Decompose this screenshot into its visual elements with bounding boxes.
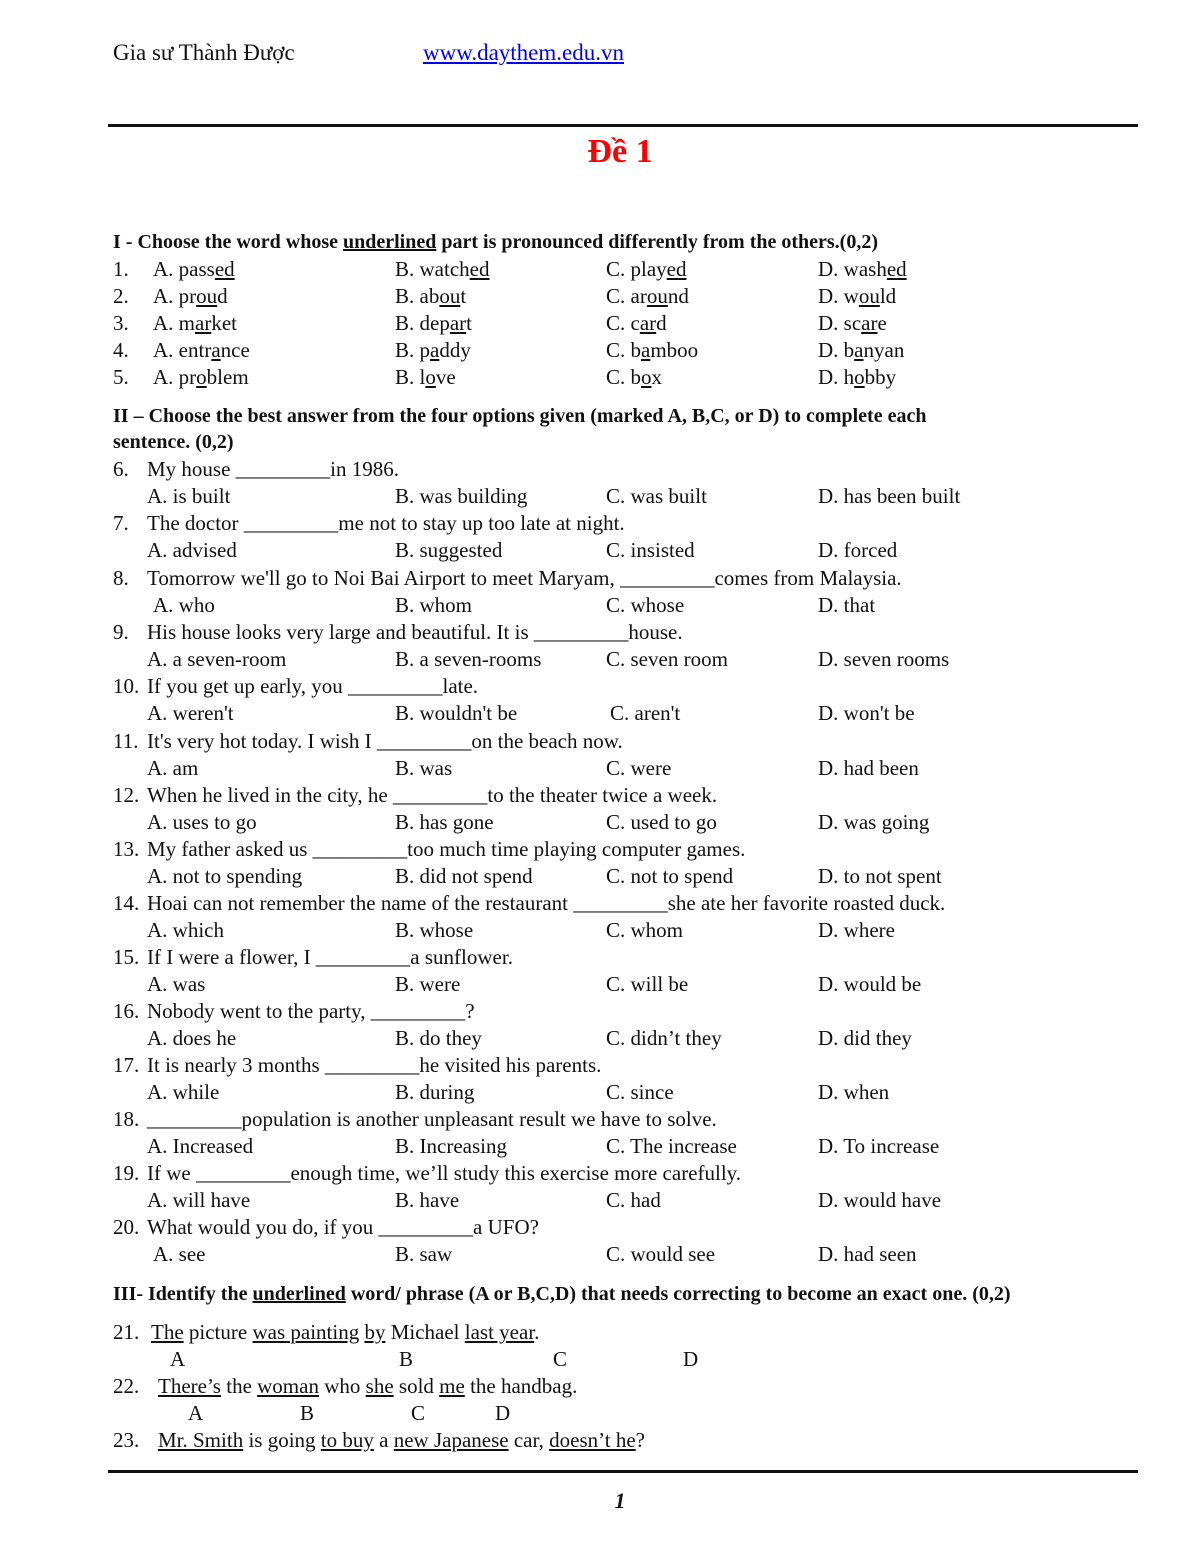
option-word-end: x [651,365,663,389]
option-a[interactable]: A. is built [147,484,231,508]
option-b[interactable]: B. suggested [395,538,503,562]
question-stem: If I were a flower, I _________a sunflower. [147,945,513,969]
header-brand: Gia sư Thành Được [113,40,295,65]
option-d[interactable]: D. To increase [818,1134,940,1158]
option-word-start: w [843,284,859,308]
option-b[interactable] [395,256,490,282]
option-letter: C. [606,365,631,389]
underlined-sound: a [430,338,440,362]
option-word-end: d [656,311,667,335]
question-number: 2. [113,284,129,308]
option-a[interactable]: A. a seven-room [147,647,287,671]
option-word-start: play [630,257,667,281]
question-number: 19. [113,1161,140,1185]
option-word-start: b [843,338,855,362]
option-b[interactable]: B. Increasing [395,1134,507,1158]
option-word-end: ve [435,365,456,389]
section-2-heading-cont [113,429,1133,455]
question-row [113,283,1133,309]
option-letter: B. [395,257,420,281]
option-letter: A. [153,365,179,389]
option-letter: A. [153,284,179,308]
option-a[interactable]: A. see [153,1242,206,1266]
sentence-text: sold [393,1374,440,1398]
option-a[interactable]: A. which [147,918,224,942]
option-letter: B. [395,338,420,362]
sentence-text: picture [183,1320,253,1344]
question-row [113,337,1133,363]
error-option-a[interactable]: A [170,1347,186,1371]
section-1-heading-text-end: part is pronounced differently from the others.(0,2) [436,231,878,253]
answer-options-row [113,1025,1133,1051]
option-c[interactable]: C. had [606,1188,661,1212]
option-d[interactable]: D. won't be [818,701,915,725]
answer-options-row [113,809,1133,835]
option-word-start: pr [178,365,197,389]
error-sentence-text [151,1319,539,1345]
answer-options-row [113,1187,1133,1213]
option-word-end: t [460,284,467,308]
option-letter: D. [818,284,844,308]
question-number: 16. [113,999,140,1023]
option-d[interactable]: D. would have [818,1188,942,1212]
option-d[interactable]: D. had been [818,756,919,780]
underlined-phrase[interactable]: was painting [252,1320,360,1344]
sentence-text: . [534,1320,540,1344]
error-option-letters [113,1400,813,1426]
question-number: 4. [113,338,129,362]
option-letter: B. [395,284,420,308]
option-c[interactable]: C. aren't [610,701,681,725]
underlined-phrase[interactable]: Mr. Smith [158,1428,244,1452]
question-row [113,310,1133,336]
question-stem: When he lived in the city, he _________to the theater twice a week. [147,783,718,807]
question-stem: Tomorrow we'll go to Noi Bai Airport to meet Maryam, _________comes from Malaysia. [147,566,902,590]
option-c[interactable]: C. would see [606,1242,716,1266]
question-number: 14. [113,891,140,915]
option-word-end: ket [211,311,237,335]
option-a[interactable] [153,283,228,309]
option-letter: D. [818,365,844,389]
section-3-heading-underlined: underlined [252,1283,346,1305]
question-number: 12. [113,783,140,807]
option-word-end: ddy [439,338,471,362]
option-a[interactable]: A. does he [147,1026,237,1050]
question-stem: Hoai can not remember the name of the restaurant _________she ate her favorite roasted duck. [147,891,946,915]
underlined-sound: ou [646,284,668,308]
underlined-sound: o [425,365,436,389]
section-2-heading-line1: II – Choose the best answer from the four options given (marked A, B,C, or D) to complete each [113,405,927,427]
question-stem: If we _________enough time, we’ll study this exercise more carefully. [147,1161,742,1185]
sentence-text: a [373,1428,394,1452]
question-row [113,256,1133,282]
footer-divider [108,1470,1138,1473]
option-a[interactable] [153,256,235,282]
sentence-text: the [220,1374,258,1398]
underlined-sound: a [211,338,221,362]
option-d[interactable] [818,256,907,282]
option-word-start: b [630,338,642,362]
option-word-end: ld [879,284,897,308]
answer-options-row [113,971,1133,997]
option-b[interactable]: B. was [395,756,453,780]
option-b[interactable]: B. was building [395,484,528,508]
option-b[interactable] [395,364,456,390]
answer-options-row [113,863,1133,889]
option-letter: B. [395,365,420,389]
option-d[interactable]: D. forced [818,538,898,562]
option-letter: B. [395,311,420,335]
option-word-start: m [178,311,196,335]
page-header [113,40,1137,72]
underlined-sound: ed [886,257,907,281]
sentence-text: the handbag. [464,1374,578,1398]
option-b[interactable]: B. were [395,972,461,996]
question-number: 6. [113,457,129,481]
option-b[interactable]: B. whom [395,593,473,617]
section-1-heading [113,229,1133,255]
underlined-sound: ed [666,257,687,281]
underlined-sound: ou [858,284,880,308]
option-a[interactable]: A. weren't [147,701,234,725]
option-b[interactable]: B. has gone [395,810,494,834]
option-a[interactable]: A. am [147,756,199,780]
underlined-sound: ar [195,311,212,335]
underlined-sound: ed [469,257,490,281]
option-c[interactable]: C. was built [606,484,707,508]
option-b[interactable]: B. have [395,1188,460,1212]
question-number: 1. [113,257,129,281]
header-divider [108,124,1138,127]
option-b[interactable]: B. wouldn't be [395,701,518,725]
option-c[interactable]: C. The increase [606,1134,737,1158]
answer-options-row [113,483,1133,509]
underlined-sound: ou [196,284,218,308]
sentence-text: Michael [385,1320,465,1344]
option-word-start: l [419,365,426,389]
option-letter: A. [153,338,179,362]
option-c[interactable] [606,310,667,336]
error-option-a[interactable]: A [188,1401,204,1425]
underlined-sound: o [196,365,207,389]
option-word-start: b [630,365,642,389]
option-d[interactable] [818,283,896,309]
error-option-b[interactable]: B [300,1401,315,1425]
error-option-b[interactable]: B [399,1347,414,1371]
answer-options-row [113,1241,1133,1267]
option-word-end: nce [220,338,250,362]
option-word-start: h [843,365,855,389]
question-number: 3. [113,311,129,335]
section-2-heading [113,403,1133,429]
section-2-heading-line2: sentence. (0,2) [113,431,234,453]
option-letter: A. [153,311,179,335]
question-number: 22. [113,1374,140,1398]
question-number: 20. [113,1215,140,1239]
option-word-start: entr [178,338,212,362]
underlined-phrase[interactable]: by [364,1320,386,1344]
option-c[interactable]: C. were [606,756,672,780]
question-stem: Nobody went to the party, _________? [147,999,475,1023]
error-option-c[interactable]: C [411,1401,426,1425]
question-number: 18. [113,1107,140,1131]
option-b[interactable] [395,337,471,363]
option-a[interactable]: A. not to spending [147,864,303,888]
answer-options-row [113,592,1133,618]
question-stem: It's very hot today. I wish I _________on the beach now. [147,729,623,753]
section-1-heading-text: I - Choose the word whose [113,231,343,253]
error-option-d[interactable]: D [683,1347,699,1371]
option-d[interactable]: D. would be [818,972,922,996]
option-b[interactable] [395,283,466,309]
option-word-start: watch [419,257,470,281]
option-c[interactable]: C. insisted [606,538,695,562]
question-number: 5. [113,365,129,389]
option-word-end: e [877,311,887,335]
question-number: 15. [113,945,140,969]
option-d[interactable]: D. was going [818,810,930,834]
section-3-heading-text-end: word/ phrase (A or B,C,D) that needs correcting to become an exact one. (0,2) [345,1283,1011,1305]
option-letter: A. [153,257,179,281]
option-letter: D. [818,311,844,335]
option-d[interactable]: D. had seen [818,1242,917,1266]
option-b[interactable] [395,310,472,336]
question-number: 11. [113,729,139,753]
sentence-text: car, [508,1428,550,1452]
underlined-sound: a [854,338,864,362]
question-stem: What would you do, if you _________a UFO? [147,1215,539,1239]
option-letter: D. [818,257,844,281]
question-number: 7. [113,511,129,535]
error-option-letters [113,1346,813,1372]
answer-options-row [113,917,1133,943]
section-3-heading [113,1281,1133,1307]
underlined-sound: ar [639,311,657,335]
option-c[interactable]: C. used to go [606,810,717,834]
option-word-end: t [466,311,473,335]
option-word-end: blem [206,365,249,389]
underlined-phrase[interactable]: The [151,1320,184,1344]
underlined-phrase[interactable]: There’s [158,1374,221,1398]
underlined-sound: ar [449,311,467,335]
option-a[interactable]: A. uses to go [147,810,257,834]
option-b[interactable]: B. did not spend [395,864,533,888]
option-d[interactable] [818,310,887,336]
underlined-phrase[interactable]: she [365,1374,394,1398]
option-c[interactable] [606,337,698,363]
option-a[interactable]: A. Increased [147,1134,254,1158]
option-a[interactable] [153,310,237,336]
answer-options-row [113,537,1133,563]
option-c[interactable]: C. will be [606,972,689,996]
option-a[interactable] [153,337,250,363]
underlined-phrase[interactable]: new Japanese [393,1428,509,1452]
option-word-end: bby [864,365,897,389]
option-word-end: mboo [650,338,699,362]
option-b[interactable]: B. saw [395,1242,453,1266]
underlined-sound: ar [861,311,878,335]
question-stem: It is nearly 3 months _________he visited his parents. [147,1053,602,1077]
sentence-text: is going [243,1428,321,1452]
option-letter: C. [606,257,631,281]
option-word-start: ab [419,284,440,308]
option-letter: C. [606,284,631,308]
section-3-heading-text: III- Identify the [113,1283,253,1305]
underlined-phrase[interactable]: doesn’t he [549,1428,636,1452]
error-option-c[interactable]: C [553,1347,568,1371]
exam-title: Đề 1 [587,133,653,170]
question-stem: The doctor _________me not to stay up too late at night. [147,511,625,535]
question-stem: My father asked us _________too much time playing computer games. [147,837,746,861]
question-number: 8. [113,566,129,590]
option-d[interactable]: D. when [818,1080,890,1104]
question-stem: _________population is another unpleasant result we have to solve. [147,1107,717,1131]
error-sentence-text [158,1427,645,1453]
question-number: 9. [113,620,129,644]
question-number: 10. [113,674,140,698]
underlined-phrase[interactable]: to buy [320,1428,374,1452]
question-stem: My house _________in 1986. [147,457,399,481]
option-word-start: c [630,311,640,335]
answer-options-row [113,1133,1133,1159]
option-c[interactable]: C. whose [606,593,685,617]
option-d[interactable]: D. to not spent [818,864,942,888]
option-word-start: pr [178,284,197,308]
option-d[interactable]: D. where [818,918,895,942]
answer-options-row [113,700,1133,726]
option-c[interactable]: C. not to spend [606,864,734,888]
option-d[interactable]: D. seven rooms [818,647,950,671]
option-a[interactable]: A. while [147,1080,220,1104]
option-word-start: ar [630,284,647,308]
option-word-start: sc [843,311,862,335]
option-word-end: nd [667,284,689,308]
question-number: 21. [113,1320,140,1344]
option-d[interactable] [818,364,896,390]
answer-options-row [113,646,1133,672]
option-a[interactable] [153,364,249,390]
option-word-end: d [217,284,228,308]
option-a[interactable]: A. will have [147,1188,251,1212]
question-stem: His house looks very large and beautiful. It is _________house. [147,620,683,644]
option-word-start: wash [843,257,887,281]
option-c[interactable] [606,283,689,309]
error-sentence-text [158,1373,577,1399]
option-c[interactable]: C. didn’t they [606,1026,722,1050]
option-d[interactable] [818,337,904,363]
error-option-d[interactable]: D [495,1401,511,1425]
section-1-heading-underlined: underlined [343,231,437,253]
question-row [113,364,1133,390]
option-c[interactable]: C. seven room [606,647,728,671]
option-d[interactable]: D. that [818,593,876,617]
underlined-sound: ed [214,257,235,281]
underlined-sound: ou [439,284,461,308]
option-letter: D. [818,338,844,362]
sentence-text: who [318,1374,366,1398]
option-word-start: p [419,338,431,362]
option-d[interactable]: D. has been built [818,484,961,508]
option-b[interactable]: B. do they [395,1026,482,1050]
question-number: 13. [113,837,140,861]
underlined-sound: o [854,365,865,389]
underlined-sound: a [641,338,651,362]
page-number: 1 [614,1488,626,1513]
header-website-link[interactable]: www.daythem.edu.vn [423,40,624,65]
underlined-phrase[interactable]: me [439,1374,465,1398]
option-c[interactable] [606,364,662,390]
answer-options-row [113,755,1133,781]
option-word-start: pass [178,257,215,281]
underlined-phrase[interactable]: woman [257,1374,319,1398]
option-b[interactable]: B. during [395,1080,475,1104]
option-b[interactable]: B. a seven-rooms [395,647,542,671]
option-a[interactable]: A. advised [147,538,237,562]
option-word-start: dep [419,311,450,335]
question-number: 23. [113,1428,140,1452]
option-a[interactable]: A. who [153,593,215,617]
option-word-end: nyan [863,338,905,362]
option-a[interactable]: A. was [147,972,206,996]
option-letter: C. [606,311,631,335]
option-c[interactable]: C. whom [606,918,684,942]
option-letter: C. [606,338,631,362]
question-number: 17. [113,1053,140,1077]
underlined-sound: o [641,365,652,389]
question-stem: If you get up early, you _________late. [147,674,479,698]
option-c[interactable]: C. since [606,1080,674,1104]
option-b[interactable]: B. whose [395,918,474,942]
option-d[interactable]: D. did they [818,1026,912,1050]
underlined-phrase[interactable]: last year [464,1320,535,1344]
answer-options-row [113,1079,1133,1105]
sentence-text: ? [635,1428,645,1452]
option-c[interactable] [606,256,687,282]
